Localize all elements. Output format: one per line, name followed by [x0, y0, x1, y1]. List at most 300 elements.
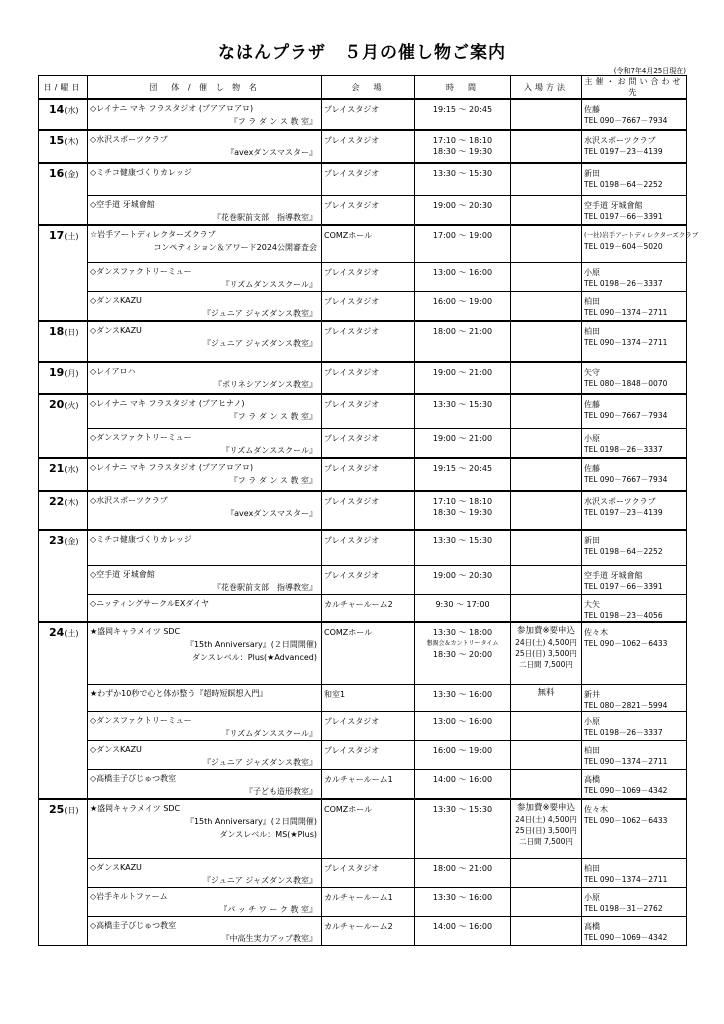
- time-range: 13:30 ～ 15:30: [432, 536, 493, 545]
- date-cell: [39, 394, 88, 458]
- table-row: [39, 769, 687, 799]
- contact-cell: [582, 130, 687, 163]
- entry-cell: [511, 888, 582, 917]
- venue-name: COMZホール: [324, 628, 373, 637]
- event-title: 『avexダンスマスター』: [226, 148, 317, 157]
- day-of-week: (木): [64, 137, 79, 146]
- day-of-week: (土): [64, 231, 79, 241]
- contact-name: 空手道 牙城會館: [584, 570, 643, 580]
- organization-name: ◇空手道 牙城會館: [90, 569, 155, 579]
- time-range: 19:00 ～ 21:00: [432, 368, 493, 377]
- organization-name: ◇岩手キルトファーム: [90, 892, 168, 901]
- event-title: 『花巻駅前支部 指導教室』: [213, 212, 317, 222]
- contact-phone: TEL 019－604－5020: [584, 241, 663, 251]
- table-row: [39, 458, 687, 491]
- contact-phone: TEL 090－7667－7934: [584, 411, 668, 420]
- contact-name: 新田: [584, 536, 600, 545]
- venue-cell: [322, 711, 415, 740]
- time-range: 19:15 ～ 20:45: [432, 464, 493, 473]
- date-cell: [39, 321, 88, 362]
- contact-phone: TEL 090－1069－4342: [584, 785, 668, 795]
- venue-cell: [322, 491, 415, 530]
- entry-info: 24日(土) 4,500円: [515, 638, 577, 647]
- organization-name: ◇水沢スポーツクラブ: [90, 496, 168, 505]
- entry-cell: [511, 740, 582, 769]
- organization-cell: [88, 530, 322, 565]
- organization-cell: [88, 394, 322, 428]
- contact-phone: TEL 0198－23－4056: [584, 610, 663, 620]
- venue-name: カルチャールーム1: [324, 893, 393, 902]
- time-cell: [415, 362, 511, 394]
- event-title: 『フ ラ ダ ン ス 教 室』: [229, 412, 317, 421]
- venue-name: プレイスタジオ: [324, 716, 380, 726]
- organization-cell: [88, 769, 322, 799]
- contact-phone: TEL 0198－64－2252: [584, 180, 663, 189]
- organization-cell: [88, 491, 322, 530]
- time-range: 18:00 ～ 21:00: [432, 864, 493, 873]
- event-title: 『フ ラ ダ ン ス 教 室』: [229, 117, 317, 126]
- venue-cell: [322, 565, 415, 594]
- organization-cell: [88, 684, 322, 711]
- as-of-date: (令和7年4月25日現在): [613, 67, 686, 75]
- event-level: ダンスレベル：MS(★Plus): [219, 829, 317, 839]
- time-cell: [415, 888, 511, 917]
- date-cell: [39, 130, 88, 163]
- time-range: 17:10 ～ 18:10: [432, 136, 493, 145]
- table-row: [39, 565, 687, 594]
- day-of-week: (金): [64, 170, 79, 179]
- venue-cell: [322, 458, 415, 491]
- organization-cell: [88, 740, 322, 769]
- event-title: 『パ ッ チ ワ ー ク 教 室』: [219, 905, 317, 914]
- contact-cell: [582, 888, 687, 917]
- schedule-body: [39, 99, 699, 946]
- time-range: 13:30 ～ 15:30: [432, 400, 493, 409]
- time-range: 16:00 ～ 19:00: [432, 745, 493, 755]
- table-row: [39, 225, 687, 263]
- entry-cell: [511, 130, 582, 163]
- day-number: 24: [49, 626, 65, 639]
- time-range: 19:00 ～ 21:00: [432, 433, 493, 443]
- contact-name: 高橋: [584, 922, 600, 931]
- day-number: 16: [49, 167, 65, 180]
- time-range: 懇親会＆カントリータイム: [426, 640, 499, 647]
- organization-cell: [88, 594, 322, 622]
- contact-cell: [582, 491, 687, 530]
- table-row: [39, 530, 687, 565]
- table-row: [39, 491, 687, 530]
- entry-cell: [511, 565, 582, 594]
- time-range: 13:00 ～ 16:00: [432, 268, 493, 277]
- contact-phone: TEL 080－1848－0070: [584, 379, 668, 388]
- organization-name: ◇高橋圭子びじゅつ教室: [90, 921, 177, 930]
- time-cell: [415, 565, 511, 594]
- venue-name: プレイスタジオ: [324, 570, 380, 580]
- contact-phone: TEL 090－1069－4342: [584, 933, 668, 942]
- time-cell: [415, 195, 511, 225]
- entry-info: 二日間 7,500円: [519, 660, 573, 669]
- entry-cell: [511, 225, 582, 263]
- entry-cell: [511, 530, 582, 565]
- contact-phone: TEL 0198－64－2252: [584, 547, 663, 556]
- day-of-week: (日): [64, 328, 79, 337]
- time-range: 16:00 ～ 19:00: [432, 297, 493, 306]
- contact-cell: [582, 195, 687, 225]
- venue-cell: [322, 99, 415, 130]
- date-cell: [39, 362, 88, 394]
- day-of-week: (水): [64, 106, 79, 115]
- organization-name: ★盛岡キャラメイツ SDC: [90, 803, 181, 813]
- day-number: 23: [49, 534, 65, 547]
- organization-cell: [88, 263, 322, 292]
- venue-cell: [322, 740, 415, 769]
- entry-cell: [511, 263, 582, 292]
- contact-name: 水沢スポーツクラブ: [584, 497, 656, 506]
- organization-name: ◇ミチコ健康づくりカレッジ: [90, 168, 192, 177]
- venue-cell: [322, 917, 415, 946]
- venue-name: カルチャールーム2: [324, 922, 393, 931]
- event-title: 『ポリネシアンダンス教室』: [213, 380, 317, 389]
- organization-name: ★わずか10秒で心と体が整う『超時短瞑想入門』: [90, 688, 268, 698]
- venue-cell: [322, 622, 415, 684]
- organization-cell: [88, 888, 322, 917]
- entry-cell: [511, 99, 582, 130]
- entry-cell: [511, 859, 582, 888]
- date-cell: [39, 99, 88, 130]
- contact-phone: TEL 0197－66－3391: [584, 581, 663, 591]
- venue-name: カルチャールーム1: [324, 774, 393, 784]
- contact-phone: TEL 0198－26－3337: [584, 727, 663, 737]
- venue-cell: [322, 859, 415, 888]
- date-cell: [39, 458, 88, 491]
- contact-name: 空手道 牙城會館: [584, 200, 643, 210]
- entry-cell: [511, 292, 582, 322]
- contact-name: 小原: [584, 433, 600, 443]
- contact-name: 佐藤: [584, 105, 600, 114]
- table-row: [39, 888, 687, 917]
- venue-cell: [322, 321, 415, 362]
- venue-cell: [322, 263, 415, 292]
- time-range: 13:00 ～ 16:00: [432, 716, 493, 726]
- organization-cell: [88, 163, 322, 195]
- contact-cell: [582, 594, 687, 622]
- contact-name: 柏田: [584, 864, 600, 873]
- venue-cell: [322, 684, 415, 711]
- contact-cell: [582, 163, 687, 195]
- header-organization: 団 体 / 催 し 物 名: [88, 76, 322, 100]
- day-number: 25: [49, 802, 65, 816]
- time-range: 17:10 ～ 18:10: [432, 497, 493, 506]
- event-title: 『15th Anniversary』(２日間開催): [185, 640, 317, 649]
- day-of-week: (金): [64, 537, 79, 546]
- header-venue: 会 場: [322, 76, 415, 100]
- contact-cell: [582, 225, 699, 263]
- venue-cell: [322, 225, 415, 263]
- entry-cell: [511, 394, 582, 428]
- time-cell: [415, 859, 511, 888]
- time-range: 13:30 ～ 18:00: [432, 628, 493, 637]
- day-number: 15: [49, 134, 65, 147]
- table-row: [39, 99, 687, 130]
- time-range: 13:30 ～ 15:30: [432, 169, 493, 178]
- organization-cell: [88, 799, 322, 859]
- venue-name: プレイスタジオ: [324, 745, 380, 755]
- table-row: [39, 263, 687, 292]
- contact-name: 矢守: [584, 368, 600, 377]
- time-cell: [415, 684, 511, 711]
- contact-phone: TEL 0197－23－4139: [584, 147, 663, 156]
- entry-cell: [511, 711, 582, 740]
- time-cell: [415, 163, 511, 195]
- contact-name: 佐々木: [584, 628, 608, 637]
- event-title: 『フ ラ ダ ン ス 教 室』: [229, 476, 317, 485]
- organization-name: ◇ダンスファクトリーミュー: [90, 715, 192, 725]
- venue-cell: [322, 594, 415, 622]
- contact-phone: TEL 090－1374－2711: [584, 338, 668, 347]
- contact-name: 大矢: [584, 599, 600, 609]
- time-range: 13:30 ～ 15:30: [432, 804, 493, 814]
- table-row: [39, 799, 687, 859]
- date-cell: [39, 163, 88, 225]
- day-number: 18: [49, 325, 65, 338]
- entry-cell: [511, 917, 582, 946]
- venue-name: プレイスタジオ: [324, 864, 380, 873]
- contact-name: 柏田: [584, 745, 600, 755]
- entry-cell: [511, 491, 582, 530]
- venue-name: プレイスタジオ: [324, 464, 380, 473]
- venue-name: プレイスタジオ: [324, 268, 380, 277]
- time-range: 18:00 ～ 21:00: [432, 327, 493, 336]
- contact-cell: [582, 394, 687, 428]
- venue-name: プレイスタジオ: [324, 105, 380, 114]
- entry-cell: [511, 622, 582, 684]
- time-cell: [415, 769, 511, 799]
- organization-cell: [88, 859, 322, 888]
- table-row: [39, 917, 687, 946]
- time-cell: [415, 622, 511, 684]
- day-number: 22: [49, 495, 65, 508]
- event-title: 『ジュニア ジャズダンス教室』: [202, 757, 317, 767]
- entry-cell: [511, 163, 582, 195]
- organization-name: ◇ダンスKAZU: [90, 326, 142, 335]
- contact-cell: [582, 859, 687, 888]
- venue-name: プレイスタジオ: [324, 497, 380, 506]
- table-row: [39, 428, 687, 458]
- header-date: 日/曜日: [39, 76, 88, 100]
- time-range: 18:30 ～ 20:00: [432, 650, 493, 659]
- organization-name: ◇ダンスファクトリーミュー: [90, 267, 192, 276]
- time-cell: [415, 740, 511, 769]
- event-title: 『花巻駅前支部 指導教室』: [213, 582, 317, 592]
- organization-cell: [88, 130, 322, 163]
- organization-cell: [88, 917, 322, 946]
- entry-cell: [511, 799, 582, 859]
- venue-name: COMZホール: [324, 804, 373, 814]
- organization-name: ☆岩手アートディレクターズクラブ: [90, 229, 216, 239]
- contact-phone: TEL 090－7667－7934: [584, 475, 668, 484]
- time-range: 9:30 ～ 17:00: [435, 599, 490, 609]
- organization-name: ★盛岡キャラメイツ SDC: [90, 627, 181, 636]
- organization-cell: [88, 362, 322, 394]
- contact-cell: [582, 917, 687, 946]
- contact-name: 小原: [584, 893, 600, 902]
- organization-cell: [88, 292, 322, 322]
- contact-name: 佐藤: [584, 400, 600, 409]
- contact-phone: TEL 090－1062－6433: [584, 815, 668, 825]
- contact-cell: [582, 292, 687, 322]
- header-row: [39, 76, 687, 100]
- table-row: [39, 292, 687, 322]
- contact-phone: TEL 0197－23－4139: [584, 508, 663, 517]
- event-title: 『15th Anniversary』(２日間開催): [185, 816, 317, 826]
- time-cell: [415, 225, 511, 263]
- time-range: 19:00 ～ 20:30: [432, 570, 493, 580]
- venue-cell: [322, 428, 415, 458]
- entry-info: 25日(日) 3,500円: [515, 649, 577, 658]
- table-row: [39, 321, 687, 362]
- time-range: 19:15 ～ 20:45: [432, 105, 493, 114]
- time-cell: [415, 711, 511, 740]
- contact-phone: TEL 090－7667－7934: [584, 116, 668, 125]
- event-title: 『ジュニア ジャズダンス教室』: [202, 339, 317, 348]
- entry-info: 参加費※要申込: [516, 626, 576, 636]
- time-range: 13:30 ～ 16:00: [432, 689, 493, 699]
- time-cell: [415, 394, 511, 428]
- venue-cell: [322, 163, 415, 195]
- day-of-week: (水): [64, 465, 79, 474]
- contact-cell: [582, 428, 687, 458]
- time-range: 13:30 ～ 16:00: [432, 893, 493, 902]
- venue-name: プレイスタジオ: [324, 400, 380, 409]
- date-cell: [39, 225, 88, 322]
- organization-name: ◇レイアロハ: [90, 367, 136, 376]
- entry-cell: [511, 362, 582, 394]
- organization-cell: [88, 225, 322, 263]
- venue-name: COMZホール: [324, 230, 373, 240]
- contact-cell: [582, 622, 687, 684]
- event-title: 『リズムダンススクール』: [221, 445, 317, 455]
- time-range: 14:00 ～ 16:00: [432, 922, 493, 931]
- date-cell: [39, 530, 88, 622]
- time-range: 18:30 ～ 19:30: [432, 147, 493, 156]
- contact-cell: [582, 362, 687, 394]
- venue-cell: [322, 394, 415, 428]
- event-title: 『avexダンスマスター』: [226, 509, 317, 518]
- time-cell: [415, 428, 511, 458]
- time-cell: [415, 917, 511, 946]
- entry-info: 参加費※要申込: [516, 802, 576, 813]
- day-number: 20: [49, 398, 65, 411]
- contact-cell: [582, 99, 687, 130]
- table-row: [39, 130, 687, 163]
- contact-name: 佐々木: [584, 804, 608, 814]
- organization-name: ◇ニッティングサークルEXダイヤ: [90, 598, 210, 608]
- venue-cell: [322, 130, 415, 163]
- day-of-week: (火): [64, 401, 79, 410]
- contact-phone: TEL 0198－26－3337: [584, 444, 663, 454]
- entry-cell: [511, 684, 582, 711]
- contact-name: (一社)岩手アートディレクターズクラブ: [584, 230, 699, 239]
- event-title: 『中高生実力アップ教室』: [221, 934, 317, 943]
- contact-name: 高橋: [584, 774, 600, 784]
- day-number: 17: [49, 228, 65, 242]
- organization-name: ◇ミチコ健康づくりカレッジ: [90, 535, 192, 544]
- contact-phone: TEL 090－1062－6433: [584, 639, 668, 648]
- table-row: [39, 740, 687, 769]
- venue-name: 和室1: [324, 689, 346, 699]
- contact-cell: [582, 565, 687, 594]
- contact-cell: [582, 684, 687, 711]
- organization-cell: [88, 622, 322, 684]
- organization-cell: [88, 458, 322, 491]
- contact-phone: TEL 0198－31－2762: [584, 904, 663, 913]
- venue-cell: [322, 799, 415, 859]
- day-of-week: (木): [64, 498, 79, 507]
- table-row: [39, 859, 687, 888]
- table-row: [39, 622, 687, 684]
- event-title: 『ジュニア ジャズダンス教室』: [202, 876, 317, 885]
- entry-info: 24日(土) 4,500円: [515, 814, 577, 824]
- organization-cell: [88, 99, 322, 130]
- contact-name: 佐藤: [584, 464, 600, 473]
- venue-name: プレイスタジオ: [324, 136, 380, 145]
- time-range: 18:30 ～ 19:30: [432, 508, 493, 517]
- contact-name: 柏田: [584, 297, 600, 306]
- organization-cell: [88, 195, 322, 225]
- entry-info: 無料: [537, 687, 555, 698]
- table-row: [39, 362, 687, 394]
- page-title: なはんプラザ ５月の催し物ご案内: [218, 43, 506, 63]
- organization-cell: [88, 321, 322, 362]
- venue-name: プレイスタジオ: [324, 536, 380, 545]
- time-cell: [415, 263, 511, 292]
- time-cell: [415, 130, 511, 163]
- contact-name: 新田: [584, 169, 600, 178]
- event-title: 『子ども造形教室』: [245, 786, 317, 796]
- venue-cell: [322, 769, 415, 799]
- date-cell: [39, 799, 88, 946]
- table-row: [39, 594, 687, 622]
- date-cell: [39, 491, 88, 530]
- contact-phone: TEL 080－2821－5994: [584, 700, 668, 710]
- entry-cell: [511, 195, 582, 225]
- contact-cell: [582, 711, 687, 740]
- organization-name: ◇レイナニ マキ フラスタジオ (プアアロアロ): [90, 463, 254, 472]
- contact-cell: [582, 530, 687, 565]
- entry-cell: [511, 428, 582, 458]
- time-cell: [415, 530, 511, 565]
- time-cell: [415, 321, 511, 362]
- header-entry: 入場方法: [511, 76, 582, 100]
- organization-name: ◇ダンスKAZU: [90, 296, 142, 305]
- organization-cell: [88, 428, 322, 458]
- table-row: [39, 394, 687, 428]
- entry-info: 二日間 7,500円: [519, 836, 573, 846]
- venue-name: プレイスタジオ: [324, 200, 380, 210]
- day-of-week: (月): [64, 369, 79, 378]
- time-cell: [415, 491, 511, 530]
- contact-phone: TEL 0197－66－3391: [584, 211, 663, 221]
- contact-name: 柏田: [584, 327, 600, 336]
- contact-name: 小原: [584, 268, 600, 277]
- event-title: コンペティション＆アワード2024公開審査会: [153, 242, 317, 252]
- contact-phone: TEL 090－1374－2711: [584, 308, 668, 317]
- contact-phone: TEL 090－1374－2711: [584, 875, 668, 884]
- time-range: 17:00 ～ 19:00: [432, 230, 493, 240]
- time-cell: [415, 799, 511, 859]
- contact-name: 水沢スポーツクラブ: [584, 136, 656, 145]
- contact-cell: [582, 769, 687, 799]
